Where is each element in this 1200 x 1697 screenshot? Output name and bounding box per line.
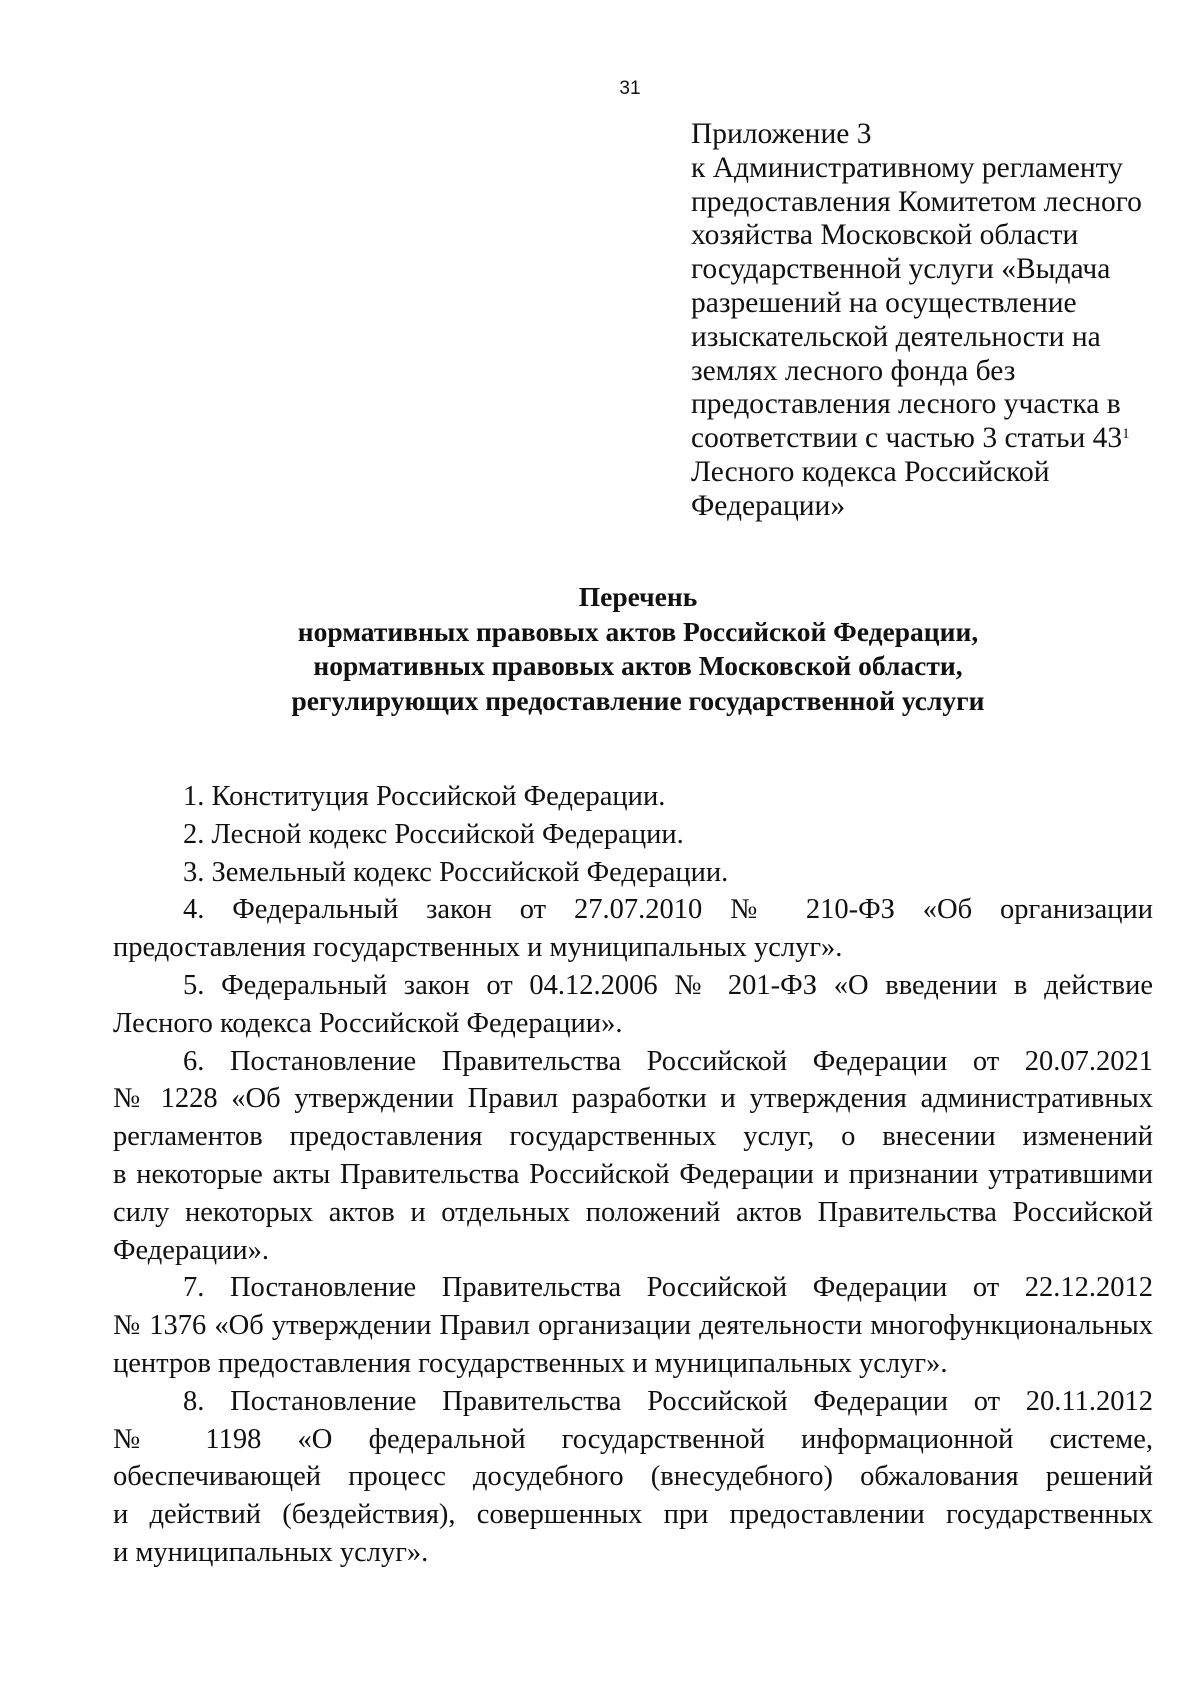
list-item-line: Лесного кодекса Российской Федерации».: [113, 1007, 623, 1039]
annex-line: землях лесного фонда без: [691, 354, 1016, 387]
annex-line: разрешений на осуществление: [691, 286, 1077, 319]
list-item: [113, 854, 1153, 892]
list-item-line: 4. Федеральный закон от 27.07.2010 № 210-ФЗ «Об организации: [183, 894, 1153, 926]
annex-superscript: 1: [1122, 426, 1130, 443]
annex-line: к Административному регламенту: [691, 151, 1123, 184]
list-item-line: 5. Федеральный закон от 04.12.2006 № 201-ФЗ «О введении в действие: [183, 969, 1153, 1001]
page-number: 31: [619, 78, 641, 99]
list-item-line: Федерации».: [113, 1234, 269, 1266]
heading-line: нормативных правовых актов Московской области,: [313, 650, 963, 681]
list-item: [113, 1383, 1153, 1572]
list-item: [113, 1269, 1153, 1382]
annex-line: [691, 422, 1161, 456]
annex-header: [691, 118, 1161, 524]
list-item: [113, 816, 1153, 854]
annex-line: государственной услуги «Выдача: [691, 253, 1111, 286]
list-item-line: регламентов предоставления государственных услуг, о внесении изменений: [113, 1121, 1153, 1153]
list-item-line: 3. Земельный кодекс Российской Федерации.: [183, 856, 729, 888]
annex-line: Приложение 3: [691, 118, 872, 150]
list-item: [113, 1043, 1153, 1270]
heading-line: нормативных правовых актов Российской Федерации,: [297, 615, 979, 647]
list-item-line: 8. Постановление Правительства Российской Федерации от 20.11.2012: [183, 1385, 1153, 1417]
annex-line: предоставления Комитетом лесного: [691, 185, 1142, 218]
list-item: [113, 967, 1153, 1043]
list-item-line: 1. Конституция Российской Федерации.: [183, 781, 666, 812]
list-item-line: и действий (бездействия), совершенных при предоставлении государственных: [113, 1499, 1153, 1531]
annex-line: Федерации»: [691, 489, 846, 522]
list-item-line: центров предоставления государственных и муниципальных услуг».: [113, 1347, 948, 1379]
list-item-line: силу некоторых актов и отдельных положений актов Правительства Российской: [113, 1196, 1153, 1228]
list-item-line: в некоторые акты Правительства Российской Федерации и признании утратившими: [113, 1158, 1153, 1190]
list-item-line: обеспечивающей процесс досудебного (внесудебного) обжалования решений: [113, 1461, 1153, 1493]
acts-list: [113, 778, 1153, 1572]
list-item-line: 6. Постановление Правительства Российской Федерации от 20.07.2021: [183, 1045, 1153, 1077]
heading-line: регулирующих предоставление государственной услуги: [291, 684, 985, 716]
list-item: [113, 891, 1153, 967]
annex-line: хозяйства Московской области: [691, 219, 1079, 252]
annex-line: Лесного кодекса Российской: [691, 455, 1050, 488]
list-item-line: 2. Лесной кодекс Российской Федерации.: [183, 818, 684, 850]
list-item: [113, 778, 1153, 816]
list-item-line: и муниципальных услуг».: [113, 1536, 429, 1568]
annex-line: изыскательской деятельности на: [691, 320, 1101, 353]
list-item-line: предоставления государственных и муниципальных услуг».: [113, 932, 843, 964]
annex-line-text: соответствии с частью 3 статьи 43: [691, 422, 1123, 455]
list-item-line: 7. Постановление Правительства Российской Федерации от 22.12.2012: [183, 1272, 1153, 1304]
document-heading: [0, 580, 1200, 718]
heading-title: Перечень: [578, 581, 698, 612]
list-item-line: № 1228 «Об утверждении Правил разработки и утверждения административных: [113, 1083, 1153, 1115]
list-item-line: № 1198 «О федеральной государственной информационной системе,: [113, 1423, 1153, 1455]
annex-line: предоставления лесного участка в: [691, 388, 1121, 421]
list-item-line: № 1376 «Об утверждении Правил организации деятельности многофункциональных: [113, 1310, 1153, 1342]
